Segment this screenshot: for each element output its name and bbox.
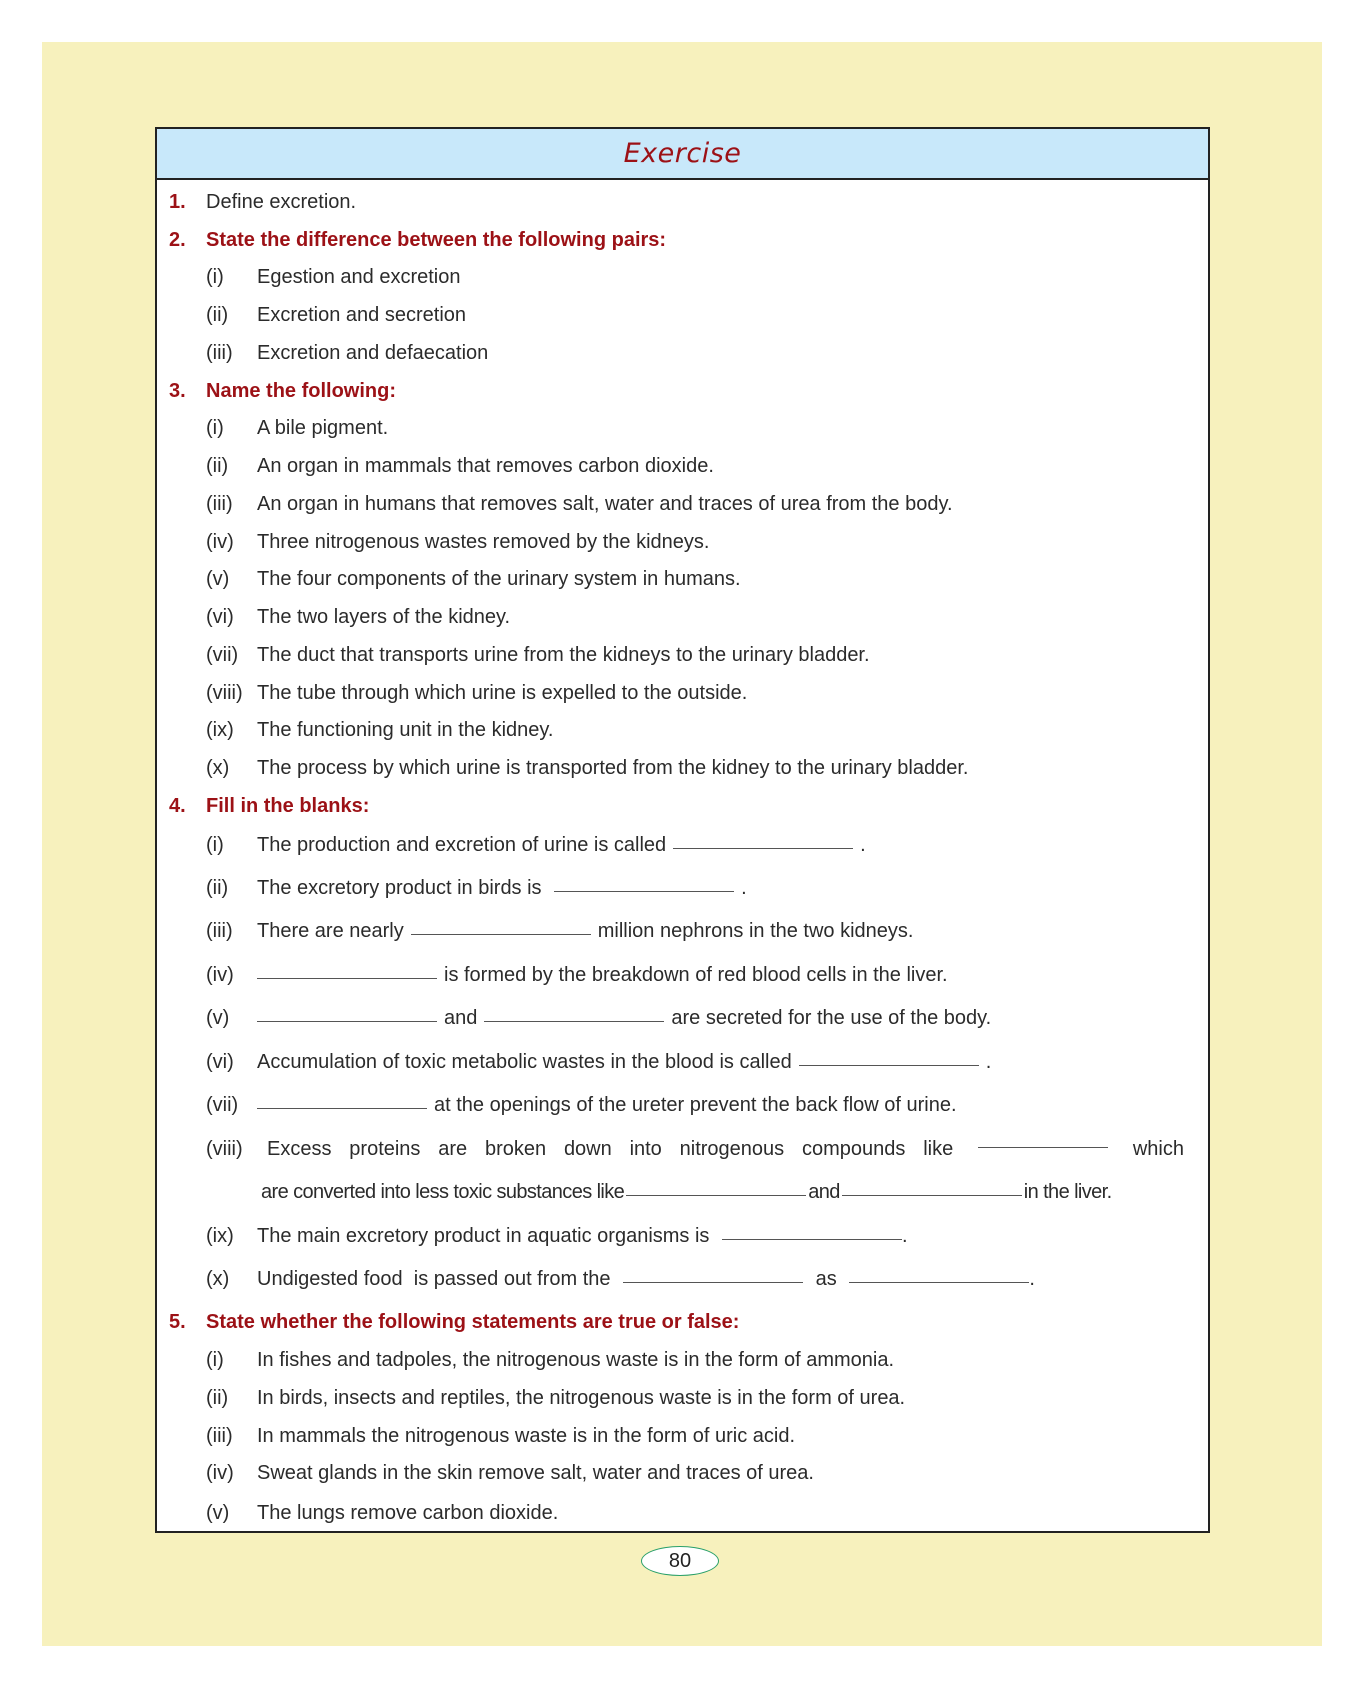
item-text xyxy=(257,1047,991,1077)
item-text: The duct that transports urine from the kidneys to the urinary bladder. xyxy=(257,644,870,666)
item-numeral: (x) xyxy=(206,757,230,779)
question-number: 3. xyxy=(169,380,186,402)
item-text: In birds, insects and reptiles, the nitrogenous waste is in the form of urea. xyxy=(257,1387,906,1409)
text-segment: is formed by the breakdown of red blood cells in the liver. xyxy=(444,964,948,986)
fill-blank-item-continued xyxy=(157,1177,1198,1207)
fill-blank-item xyxy=(157,1047,1198,1077)
word: like xyxy=(923,1138,954,1160)
item-numeral: (ii) xyxy=(206,1387,229,1409)
list-item xyxy=(157,753,1198,783)
item-numeral: (iii) xyxy=(206,1425,233,1447)
item-numeral: (ii) xyxy=(206,455,229,477)
text-segment: . xyxy=(985,1051,992,1073)
word: down xyxy=(563,1138,612,1160)
fill-blank-item xyxy=(157,1221,1198,1251)
word: compounds xyxy=(801,1138,906,1160)
item-numeral: (vi) xyxy=(206,606,234,628)
fill-blank-item xyxy=(157,830,1198,860)
answer-blank[interactable] xyxy=(799,1064,979,1066)
list-item xyxy=(157,640,1198,670)
item-numeral: (v) xyxy=(206,1502,230,1524)
item-numeral: (ix) xyxy=(206,1225,234,1247)
item-numeral: (vii) xyxy=(206,644,239,666)
item-numeral: (vi) xyxy=(206,1051,234,1073)
list-item xyxy=(157,678,1198,708)
item-text: The four components of the urinary system in humans. xyxy=(257,568,741,590)
word: nitrogenous xyxy=(679,1138,785,1160)
answer-blank[interactable] xyxy=(257,977,437,979)
answer-blank[interactable] xyxy=(673,847,853,849)
question-number: 1. xyxy=(169,191,186,213)
item-text: Sweat glands in the skin remove salt, water and traces of urea. xyxy=(257,1462,814,1484)
text-segment: . xyxy=(901,1225,908,1247)
item-text: A bile pigment. xyxy=(257,417,389,439)
fill-blank-item xyxy=(157,960,1198,990)
exercise-title: Exercise xyxy=(623,138,742,169)
question-heading: Fill in the blanks: xyxy=(206,795,370,817)
item-text: Egestion and excretion xyxy=(257,266,461,288)
item-numeral: (v) xyxy=(206,568,230,590)
question-number: 5. xyxy=(169,1311,186,1333)
question-heading: Name the following: xyxy=(206,380,396,402)
list-item xyxy=(157,338,1198,368)
item-numeral: (i) xyxy=(206,266,224,288)
answer-blank[interactable] xyxy=(484,1020,664,1022)
text-segment: in the liver. xyxy=(1023,1181,1112,1203)
item-numeral: (iv) xyxy=(206,964,234,986)
item-text xyxy=(257,1003,991,1033)
text-segment: Accumulation of toxic metabolic wastes in the blood is called xyxy=(257,1051,792,1073)
fill-blank-item xyxy=(157,873,1198,903)
text-segment: . xyxy=(860,834,866,856)
item-numeral: (viii) xyxy=(206,1138,243,1160)
item-text: Excretion and defaecation xyxy=(257,342,489,364)
item-text: In mammals the nitrogenous waste is in the form of uric acid. xyxy=(257,1425,796,1447)
item-numeral: (iii) xyxy=(206,920,233,942)
item-numeral: (ii) xyxy=(206,304,229,326)
item-text xyxy=(257,960,948,990)
item-numeral: (i) xyxy=(206,834,224,856)
fill-blank-item xyxy=(157,1264,1198,1294)
item-text xyxy=(257,873,747,903)
list-item xyxy=(157,1498,1198,1528)
word: broken xyxy=(484,1138,547,1160)
question-text: Define excretion. xyxy=(206,191,357,213)
item-text xyxy=(257,1090,957,1120)
list-item xyxy=(157,413,1198,443)
question-1 xyxy=(157,187,1198,217)
item-text xyxy=(257,830,866,860)
answer-blank[interactable] xyxy=(978,1146,1108,1148)
question-number: 2. xyxy=(169,229,186,251)
word: which xyxy=(1132,1138,1184,1160)
answer-blank[interactable] xyxy=(554,890,734,892)
fill-blank-item xyxy=(157,916,1198,946)
text-segment: are secreted for the use of the body. xyxy=(671,1007,992,1029)
answer-blank[interactable] xyxy=(842,1194,1022,1196)
list-item xyxy=(157,527,1198,557)
item-numeral: (iii) xyxy=(206,493,233,515)
answer-blank[interactable] xyxy=(411,933,591,935)
question-4-heading xyxy=(157,791,1198,821)
item-text: An organ in mammals that removes carbon dioxide. xyxy=(257,455,714,477)
item-text-line-1 xyxy=(267,1134,1184,1164)
answer-blank[interactable] xyxy=(623,1281,803,1283)
word: Excess xyxy=(267,1138,332,1160)
exercise-box xyxy=(155,127,1210,1533)
text-segment: are converted into less toxic substances like xyxy=(261,1181,625,1203)
list-item xyxy=(157,602,1198,632)
list-item xyxy=(157,1458,1198,1488)
text-segment: There are nearly xyxy=(257,920,404,942)
question-heading: State whether the following statements are true or false: xyxy=(206,1311,740,1333)
text-segment: The main excretory product in aquatic organisms is xyxy=(257,1225,710,1247)
item-text-line-2 xyxy=(261,1177,1112,1207)
item-numeral: (viii) xyxy=(206,682,243,704)
text-segment: . xyxy=(741,877,747,899)
list-item xyxy=(157,300,1198,330)
question-5-heading xyxy=(157,1307,1198,1337)
text-segment: . xyxy=(1029,1268,1035,1290)
list-item xyxy=(157,564,1198,594)
item-numeral: (i) xyxy=(206,417,224,439)
answer-blank[interactable] xyxy=(257,1020,437,1022)
question-number: 4. xyxy=(169,795,186,817)
item-numeral: (iv) xyxy=(206,1462,234,1484)
word: into xyxy=(629,1138,662,1160)
item-numeral: (ii) xyxy=(206,877,229,899)
item-text: An organ in humans that removes salt, water and traces of urea from the body. xyxy=(257,493,953,515)
item-numeral: (x) xyxy=(206,1268,230,1290)
question-3-heading xyxy=(157,376,1198,406)
page-number-badge: 80 xyxy=(641,1546,719,1576)
answer-blank[interactable] xyxy=(722,1238,902,1240)
fill-blank-item xyxy=(157,1090,1198,1120)
answer-blank[interactable] xyxy=(849,1281,1029,1283)
list-item xyxy=(157,715,1198,745)
list-item xyxy=(157,451,1198,481)
item-text xyxy=(257,1264,1035,1294)
item-numeral: (iii) xyxy=(206,342,233,364)
fill-blank-item xyxy=(157,1003,1198,1033)
item-text: The lungs remove carbon dioxide. xyxy=(257,1502,559,1524)
text-segment: million nephrons in the two kidneys. xyxy=(597,920,914,942)
text-segment: as xyxy=(815,1268,837,1290)
item-numeral: (v) xyxy=(206,1007,230,1029)
text-segment: Undigested food is passed out from the xyxy=(257,1268,611,1290)
item-numeral: (iv) xyxy=(206,531,234,553)
item-numeral: (vii) xyxy=(206,1094,239,1116)
item-text: The process by which urine is transported from the kidney to the urinary bladder. xyxy=(257,757,969,779)
answer-blank[interactable] xyxy=(626,1194,806,1196)
word: proteins xyxy=(349,1138,421,1160)
list-item xyxy=(157,1383,1198,1413)
list-item xyxy=(157,1421,1198,1451)
item-text: Three nitrogenous wastes removed by the kidneys. xyxy=(257,531,710,553)
list-item xyxy=(157,262,1198,292)
exercise-header xyxy=(157,129,1208,180)
item-text xyxy=(257,1221,908,1251)
fill-blank-item xyxy=(157,1134,1198,1164)
text-segment: The excretory product in birds is xyxy=(257,877,542,899)
item-text: The two layers of the kidney. xyxy=(257,606,511,628)
question-2-heading xyxy=(157,225,1198,255)
text-segment: The production and excretion of urine is called xyxy=(257,834,667,856)
list-item xyxy=(157,1345,1198,1375)
item-text: The tube through which urine is expelled to the outside. xyxy=(257,682,748,704)
item-numeral: (ix) xyxy=(206,719,234,741)
item-text: In fishes and tadpoles, the nitrogenous waste is in the form of ammonia. xyxy=(257,1349,895,1371)
word: are xyxy=(438,1138,468,1160)
item-text: The functioning unit in the kidney. xyxy=(257,719,554,741)
answer-blank[interactable] xyxy=(257,1107,427,1109)
list-item xyxy=(157,489,1198,519)
item-numeral: (i) xyxy=(206,1349,224,1371)
text-segment: and xyxy=(808,1181,840,1203)
item-text xyxy=(257,916,913,946)
text-segment: at the openings of the ureter prevent the back flow of urine. xyxy=(434,1094,957,1116)
item-text: Excretion and secretion xyxy=(257,304,467,326)
question-heading: State the difference between the following pairs: xyxy=(206,229,667,251)
text-segment: and xyxy=(444,1007,478,1029)
